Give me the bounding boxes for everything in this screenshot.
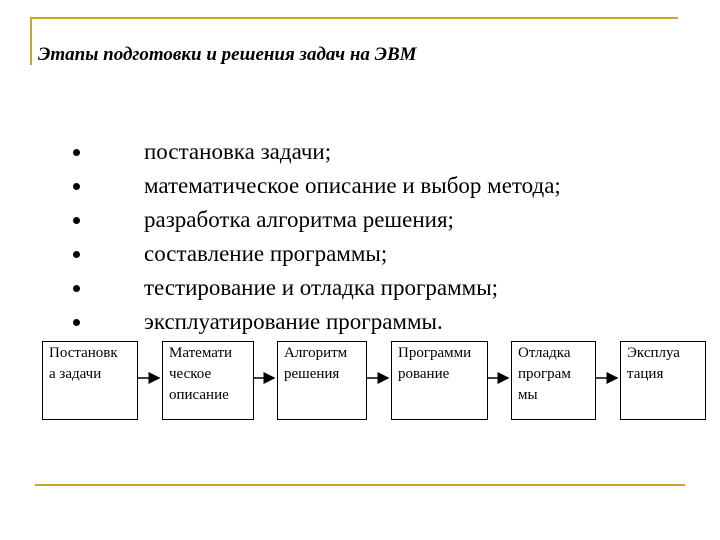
box-line: Алгоритм xyxy=(284,345,348,361)
box-line: а задачи xyxy=(49,366,102,382)
box-line: програм xyxy=(518,366,571,382)
box-line: Постановк xyxy=(49,345,118,361)
step-text: постановка задачи; xyxy=(144,139,332,164)
step-text: математическое описание и выбор метода; xyxy=(144,173,561,198)
box-line: Программи xyxy=(398,345,472,361)
step-text: эксплуатирование программы. xyxy=(144,309,443,334)
box-line: описание xyxy=(169,387,229,403)
flow-box-statement xyxy=(42,341,138,420)
box-line: рование xyxy=(398,366,450,382)
step-text: тестирование и отладка программы; xyxy=(144,275,499,300)
box-line: тация xyxy=(627,366,664,382)
box-line: мы xyxy=(518,387,538,403)
box-line: Отладка xyxy=(518,345,571,361)
flow-box-programming xyxy=(391,341,488,420)
flow-box-math xyxy=(162,341,254,420)
box-line: ческое xyxy=(169,366,212,382)
step-text: разработка алгоритма решения; xyxy=(144,207,454,232)
step-text: составление программы; xyxy=(144,241,388,266)
page-title: Этапы подготовки и решения задач на ЭВМ xyxy=(38,44,417,65)
box-line: решения xyxy=(284,366,340,382)
flow-box-algorithm xyxy=(277,341,367,420)
box-line: Эксплуа xyxy=(627,345,680,361)
box-line: Математи xyxy=(169,345,233,361)
flow-box-debugging xyxy=(511,341,596,420)
flow-box-operation xyxy=(620,341,706,420)
